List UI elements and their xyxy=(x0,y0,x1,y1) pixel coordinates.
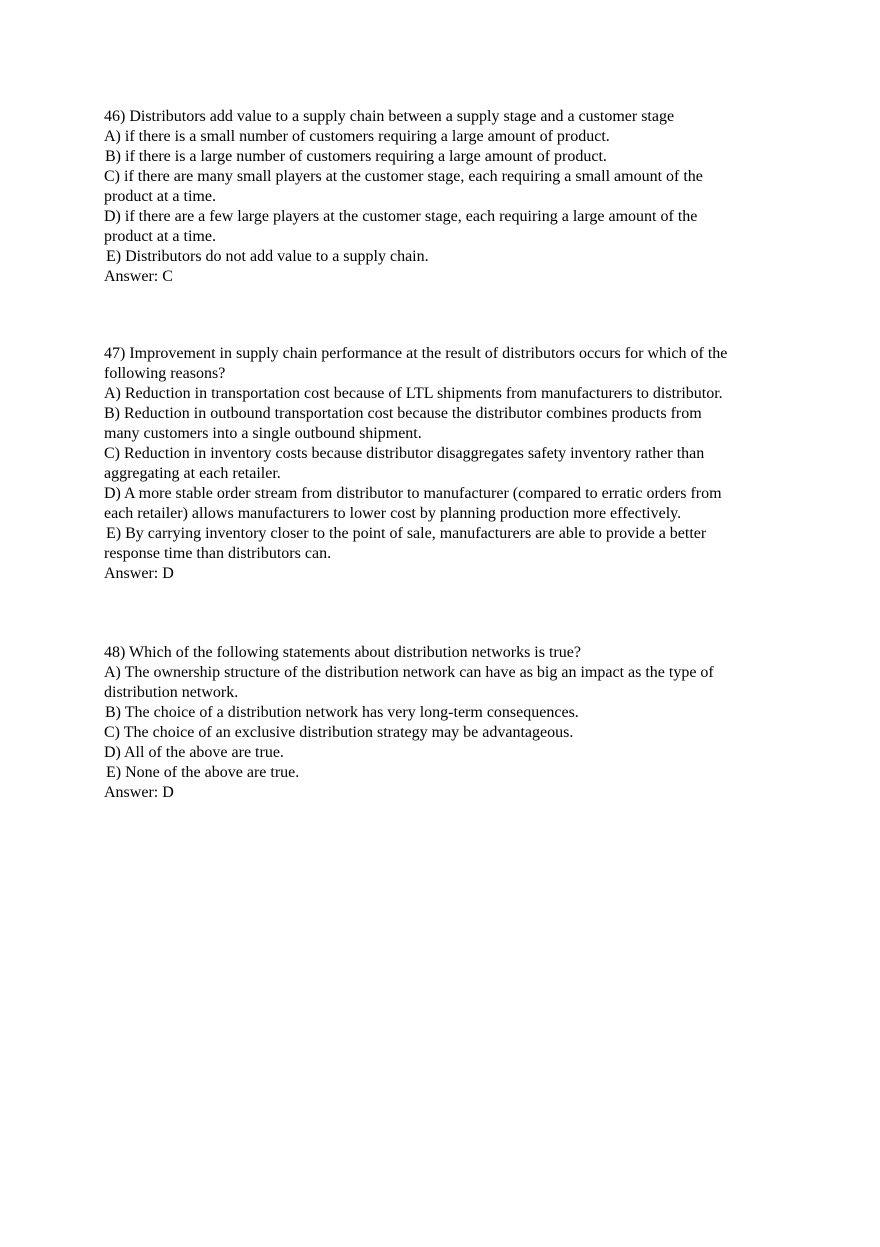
option-c: C) Reduction in inventory costs because distributor disaggregates safety inventory rather than xyxy=(104,445,705,462)
answer: Answer: D xyxy=(104,565,174,582)
option-a: A) The ownership structure of the distribution network can have as big an impact as the type of xyxy=(104,664,714,681)
option-d-continued: product at a time. xyxy=(104,228,216,245)
question-48 xyxy=(104,643,794,803)
option-c-continued: aggregating at each retailer. xyxy=(104,465,281,482)
option-c: C) if there are many small players at the customer stage, each requiring a small amount of the xyxy=(104,168,703,185)
option-a: A) Reduction in transportation cost because of LTL shipments from manufacturers to distributor. xyxy=(104,385,723,402)
option-b-continued: many customers into a single outbound shipment. xyxy=(104,425,422,442)
option-e-continued: response time than distributors can. xyxy=(104,545,332,562)
option-b: B) if there is a large number of customers requiring a large amount of product. xyxy=(105,148,607,165)
option-d-continued: each retailer) allows manufacturers to lower cost by planning production more effectively. xyxy=(104,505,682,522)
option-d: D) A more stable order stream from distributor to manufacturer (compared to erratic orders from xyxy=(104,485,722,502)
question-stem-continued: following reasons? xyxy=(104,365,226,382)
question-46 xyxy=(104,107,794,287)
option-c: C) The choice of an exclusive distribution strategy may be advantageous. xyxy=(104,724,574,741)
option-e: E) Distributors do not add value to a supply chain. xyxy=(106,248,429,265)
option-b: B) Reduction in outbound transportation cost because the distributor combines products from xyxy=(104,405,702,422)
option-a: A) if there is a small number of customers requiring a large amount of product. xyxy=(104,128,610,145)
option-d: D) All of the above are true. xyxy=(104,744,284,761)
question-47 xyxy=(104,344,794,584)
option-e: E) By carrying inventory closer to the point of sale, manufacturers are able to provide a better xyxy=(106,525,707,542)
question-stem: 48) Which of the following statements about distribution networks is true? xyxy=(104,644,581,661)
question-stem: 46) Distributors add value to a supply chain between a supply stage and a customer stage xyxy=(104,108,675,125)
option-c-continued: product at a time. xyxy=(104,188,216,205)
option-b: B) The choice of a distribution network has very long-term consequences. xyxy=(105,704,579,721)
question-stem: 47) Improvement in supply chain performance at the result of distributors occurs for which of the xyxy=(104,345,728,362)
option-d: D) if there are a few large players at the customer stage, each requiring a large amount of the xyxy=(104,208,698,225)
answer: Answer: D xyxy=(104,784,174,801)
answer: Answer: C xyxy=(104,268,173,285)
option-a-continued: distribution network. xyxy=(104,684,239,701)
option-e: E) None of the above are true. xyxy=(106,764,300,781)
